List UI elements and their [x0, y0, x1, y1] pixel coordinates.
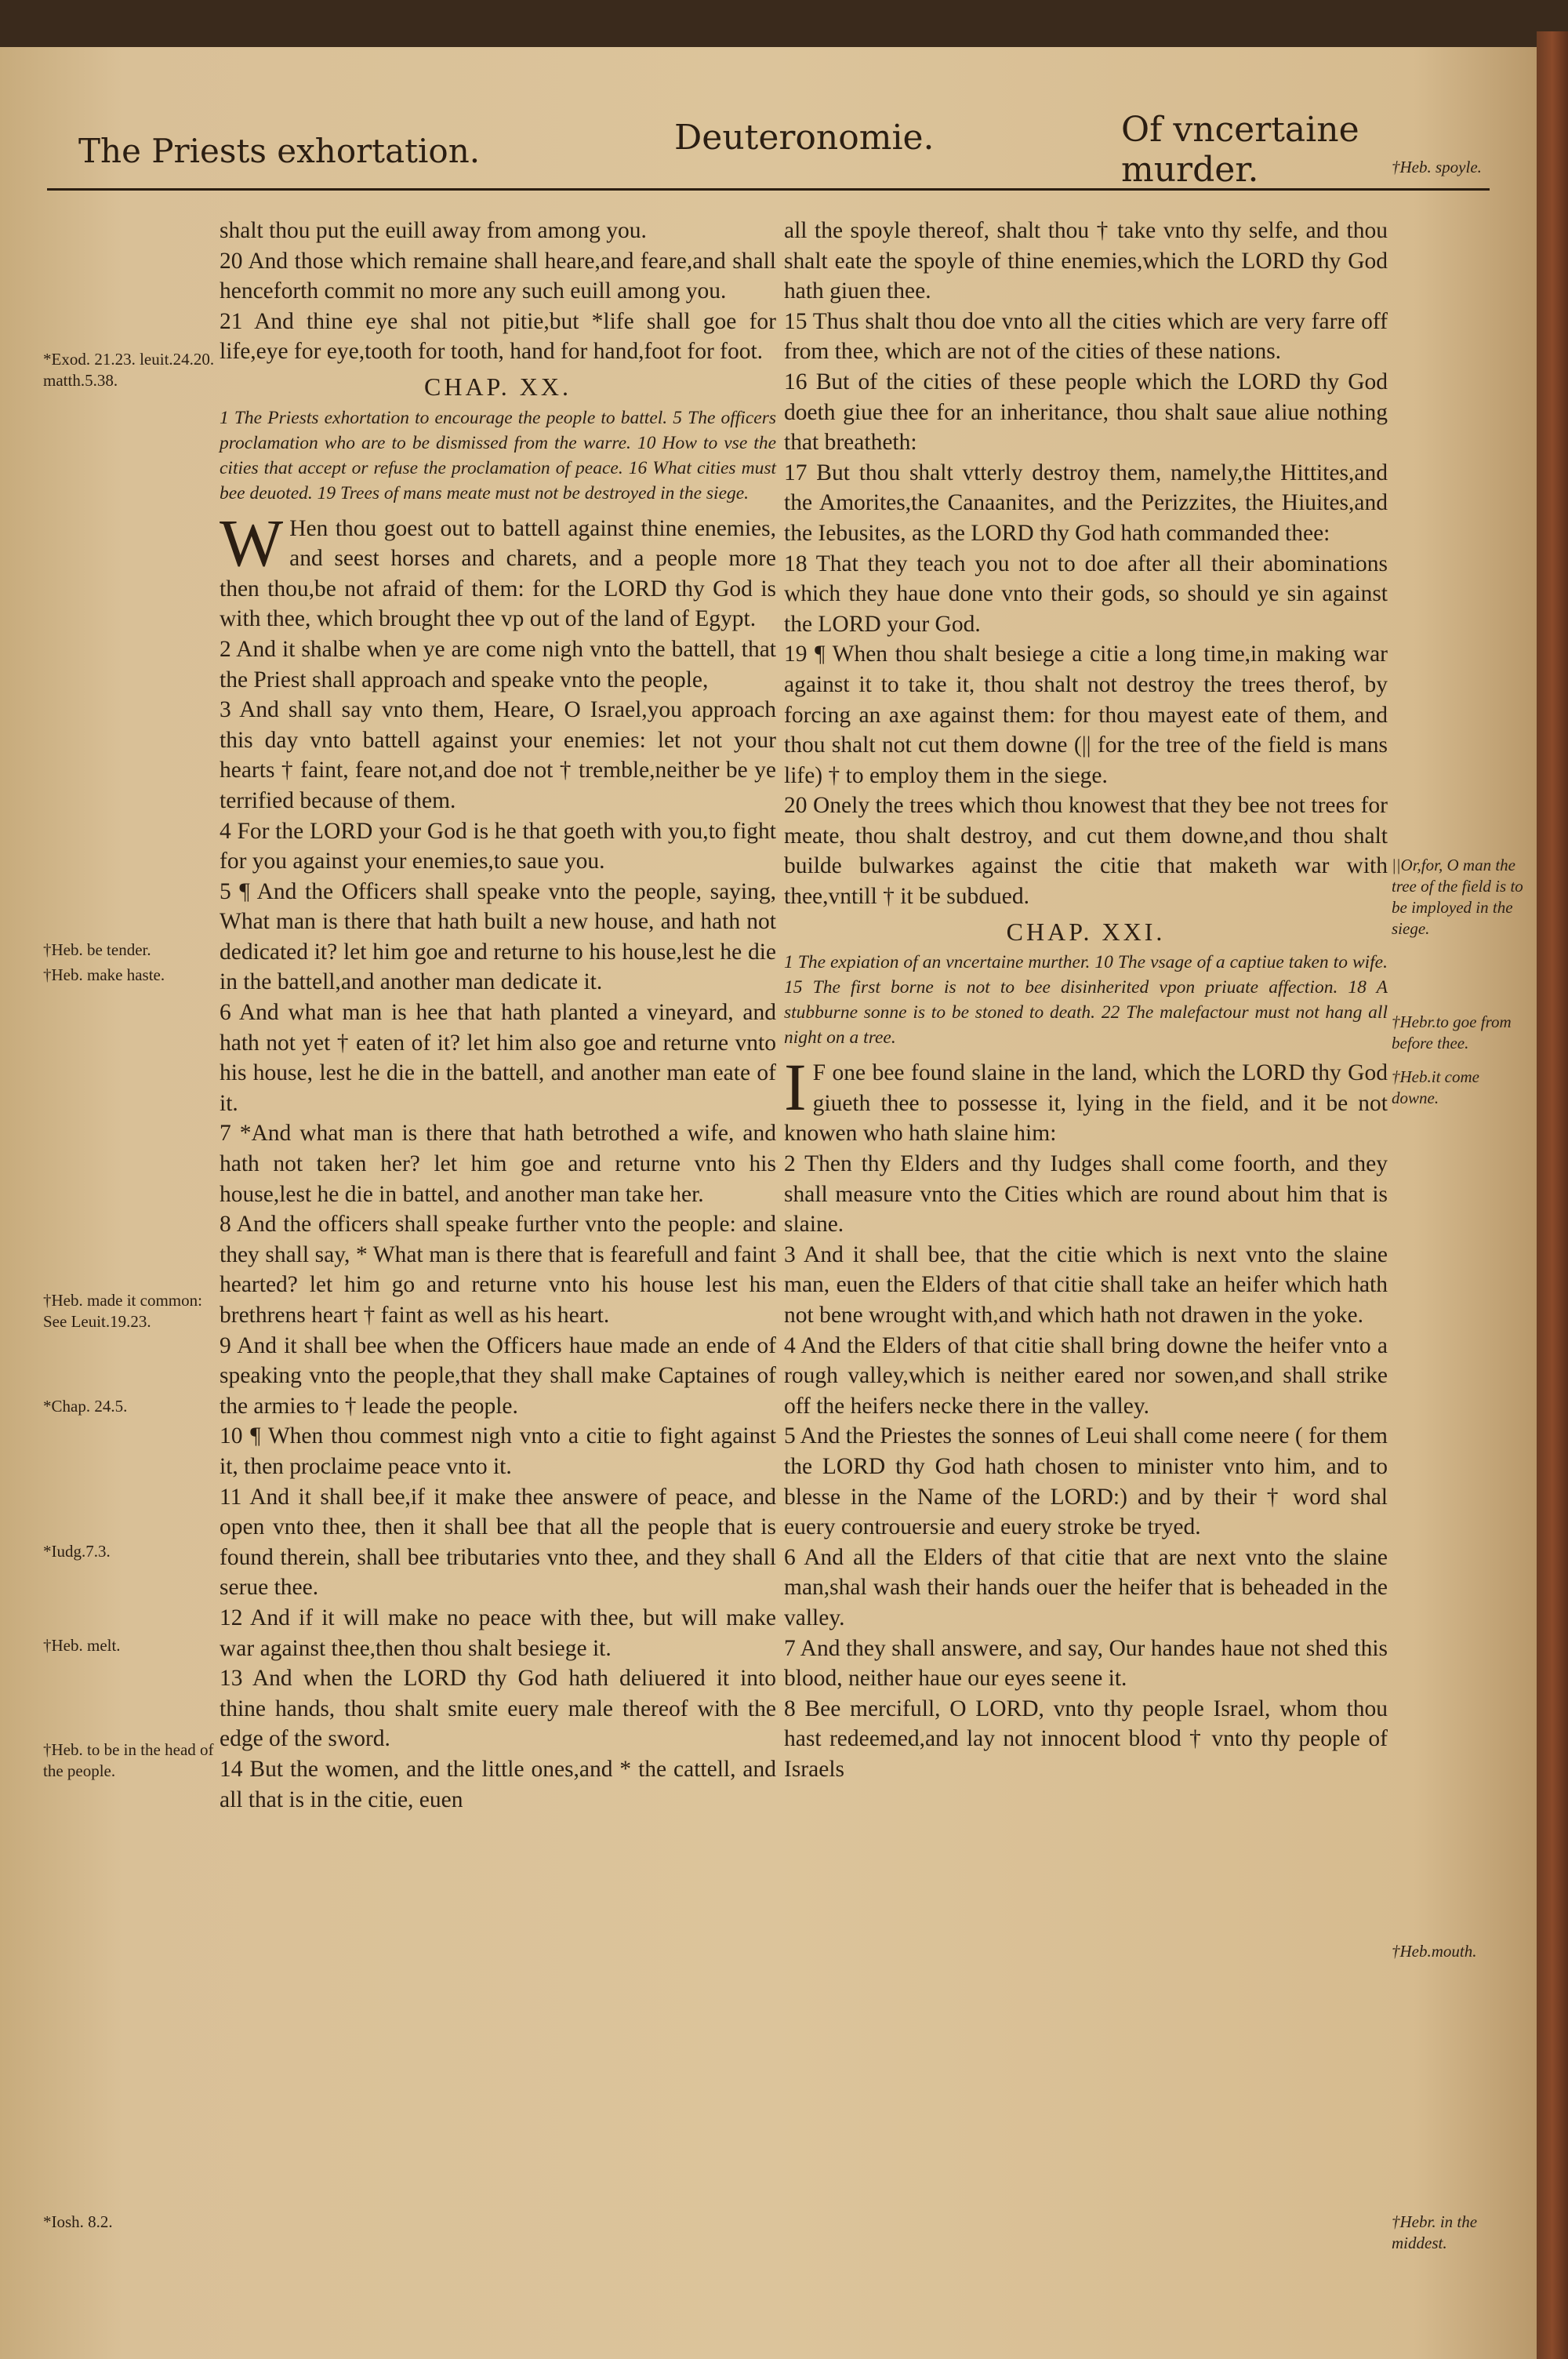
- header-right: Of vncertaine murder.: [1121, 110, 1359, 190]
- verse: 5 ¶ And the Officers shall speake vnto the people, saying, What man is there that hath built a new house, and hath not dedicated it? let him goe and returne to his house,lest he die in the battell,and another man dedicate it.: [220, 878, 776, 995]
- verse: 8 And the officers shall speake further vnto the people: and they shall say, * What man is there that is fearefull and faint hearted? let him go and returne vnto his house lest his brethrens heart † faint as well as his heart.: [220, 1212, 776, 1328]
- verse: 18 That they teach you not to doe after all their abominations which they haue done vnto their gods, so should ye sin against the LORD your God.: [784, 551, 1388, 637]
- verse: 16 But of the cities of these people which the LORD thy God doeth giue thee for an inheritance, thou shalt saue aliue nothing that breatheth:: [784, 369, 1388, 456]
- verse: 14 But the women, and the little ones,and * the cattell, and all that is in the citie, euen: [220, 1756, 776, 1812]
- right-column: [784, 216, 1388, 1785]
- verse: 6 And all the Elders of that citie that are next vnto the slaine man,shal wash their hands ouer the heifer that is beheaded in the valley.: [784, 1544, 1388, 1630]
- verse: 3 And it shall bee, that the citie which is next vnto the slaine man, euen the Elders of that citie shall take an heifer which hath not bene wrought with,and which hath not drawen in the yoke.: [784, 1241, 1388, 1328]
- left-column: [220, 216, 776, 1815]
- verse: 5 And the Priestes the sonnes of Leui shall come neere ( for them the LORD thy God hath chosen to minister vnto him, and to blesse in the Name of the LORD:) and by their † word shal euery controuersie and euery stroke be tryed.: [784, 1423, 1388, 1540]
- drop-cap: I: [784, 1049, 807, 1125]
- verse-text: Hen thou goest out to battell against thine enemies, and seest horses and charets, and a people more then thou,be not afraid of them: for the LORD thy God is with thee, which brought thee vp out of the land of Egypt.: [220, 515, 776, 632]
- margin-note: †Hebr. in the middest.: [1392, 2212, 1478, 2252]
- chapter-summary: 1 The Priests exhortation to encourage the people to battel. 5 The officers proclamation who are to be dismissed from the warre. 10 How to vse the cities that accept or refuse the proclamation of peace. 16 What cities must bee deuoted. 19 Trees of mans meate must not be destroyed in the siege.: [220, 407, 776, 503]
- margin-note: †Heb.mouth.: [1392, 1942, 1477, 1961]
- verse: 9 And it shall bee when the Officers haue made an ende of speaking vnto the people,that they shall make Captaines of the armies to † leade the people.: [220, 1332, 776, 1419]
- margin-note: *Iudg.7.3.: [43, 1542, 111, 1561]
- chapter-summary: 1 The expiation of an vncertaine murther. 10 The vsage of a captiue taken to wife. 15 The first borne is not to bee disinherited vpon priuate affection. 18 A stubburne sonne is to be stoned to death. 22 The malefactour must not hang all night on a tree.: [784, 952, 1388, 1049]
- verse: 19 ¶ When thou shalt besiege a citie a long time,in making war against it to take it, thou shalt not destroy the trees therof, by forcing an axe against them: for thou mayest eate of them, and thou shalt not cut them downe (|| for the tree of the field is mans life) † to employ them in the siege.: [784, 642, 1388, 788]
- header-title: Deuteronomie.: [674, 118, 935, 158]
- drop-cap: W: [220, 504, 284, 580]
- margin-note: †Hebr.to goe from before thee.: [1392, 1012, 1512, 1052]
- verse: 8 Bee mercifull, O LORD, vnto thy people Israel, whom thou hast redeemed,and lay not innocent blood † vnto thy people of Israels: [784, 1696, 1388, 1782]
- verse: 3 And shall say vnto them, Heare, O Israel,you approach this day vnto battell against your enemies: let not your hearts † faint, feare not,and doe not † tremble,neither be ye terrified because of them.: [220, 697, 776, 813]
- verse: 6 And what man is hee that hath planted a vineyard, and hath not yet † eaten of it? let him also goe and returne vnto his house, lest he die in the battell, and another man eate of it.: [220, 1000, 776, 1116]
- verse: 12 And if it will make no peace with thee, but will make war against thee,then thou shalt besiege it.: [220, 1605, 776, 1661]
- verse: shalt thou put the euill away from among you.: [220, 218, 647, 243]
- verse: 20 And those which remaine shall heare,and feare,and shall henceforth commit no more any such euill among you.: [220, 248, 776, 304]
- verse-1: [784, 1049, 1388, 1149]
- margin-note: †Heb. make haste.: [43, 965, 165, 984]
- verse: 4 And the Elders of that citie shall bring downe the heifer vnto a rough valley,which is neither eared nor sowen,and shall strike off the heifers necke there in the valley.: [784, 1332, 1388, 1419]
- book-spine: [1537, 31, 1568, 2359]
- verse: 11 And it shall bee,if it make thee answere of peace, and open vnto thee, then it shall bee that all the people that is found therein, shall bee tributaries vnto thee, and they shall serue thee.: [220, 1484, 776, 1601]
- chapter-title: CHAP. XX.: [423, 372, 572, 401]
- verse: 7 And they shall answere, and say, Our handes haue not shed this blood, neither haue our eyes seene it.: [784, 1635, 1388, 1692]
- verse: 21 And thine eye shal not pitie,but *life shall goe for life,eye for eye,tooth for tooth, hand for hand,foot for foot.: [220, 308, 776, 365]
- verse: 20 Onely the trees which thou knowest that they bee not trees for meate, thou shalt destroy, and cut them downe,and thou shalt builde bulwarkes against the citie that maketh war with thee,vntill † it be subdued.: [784, 793, 1388, 910]
- verse: 7 *And what man is there that hath betrothed a wife, and hath not taken her? let him goe and returne vnto his house,lest he die in battel, and another man take her.: [220, 1121, 776, 1207]
- verse-text: F one bee found slaine in the land, which the LORD thy God giueth thee to possesse it, lying in the field, and it be not knowen who hath slaine him:: [784, 1060, 1388, 1147]
- margin-note: †Heb. melt.: [43, 1636, 121, 1655]
- running-header: [47, 102, 1490, 191]
- header-left: The Priests exhortation.: [78, 132, 481, 170]
- verse: all the spoyle thereof, shalt thou † take vnto thy selfe, and thou shalt eate the spoyle of thine enemies,which the LORD thy God hath giuen thee.: [784, 218, 1388, 304]
- margin-note: †Heb. to be in the head of the people.: [43, 1740, 214, 1780]
- chapter-title: CHAP. XXI.: [1006, 917, 1166, 946]
- margin-note: †Heb. made it common: See Leuit.19.23.: [43, 1291, 202, 1331]
- verse-1: [220, 504, 776, 634]
- verse: 15 Thus shalt thou doe vnto all the cities which are very farre off from thee, which are not of the cities of these nations.: [784, 308, 1388, 365]
- margin-note: †Heb.it come downe.: [1392, 1067, 1479, 1107]
- margin-note: ||Or,for, O man the tree of the field is to be imployed in the siege.: [1392, 856, 1523, 938]
- verse: 10 ¶ When thou commest nigh vnto a citie to fight against it, then proclaime peace vnto it.: [220, 1423, 776, 1479]
- margin-note: *Iosh. 8.2.: [43, 2212, 113, 2231]
- margin-note: *Exod. 21.23. leuit.24.20. matth.5.38.: [43, 350, 215, 390]
- verse: 2 Then thy Elders and thy Iudges shall come foorth, and they shall measure vnto the Cities which are round about him that is slaine.: [784, 1151, 1388, 1238]
- book-page: [0, 47, 1537, 2359]
- verse: 13 And when the LORD thy God hath deliuered it into thine hands, thou shalt smite euery male thereof with the edge of the sword.: [220, 1666, 776, 1752]
- verse: 4 For the LORD your God is he that goeth with you,to fight for you against your enemies,to saue you.: [220, 818, 776, 874]
- margin-note: †Heb. be tender.: [43, 940, 151, 959]
- verse: 17 But thou shalt vtterly destroy them, namely,the Hittites,and the Amorites,the Canaanites, and the Perizzites, the Hiuites,and the Iebusites, as the LORD thy God hath commanded thee:: [784, 460, 1388, 546]
- margin-note: *Chap. 24.5.: [43, 1397, 128, 1416]
- verse: 2 And it shalbe when ye are come nigh vnto the battell, that the Priest shall approach and speake vnto the people,: [220, 636, 776, 692]
- margin-note: †Heb. spoyle.: [1392, 158, 1482, 176]
